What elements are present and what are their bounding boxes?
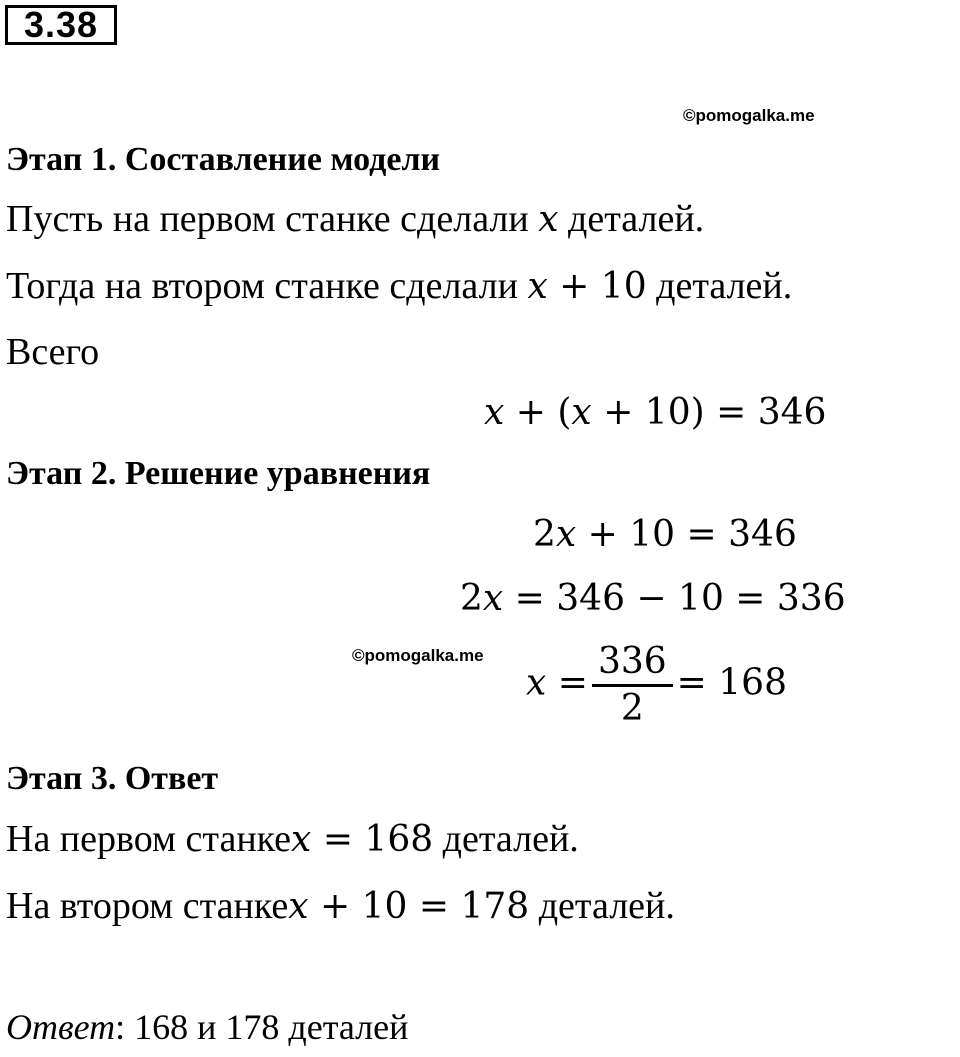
stage3-line1 (6, 817, 579, 861)
stage2-heading: Этап 2. Решение уравнения (6, 455, 431, 492)
stage1-line3: Всего (6, 331, 100, 373)
eq1-rest: + 10 = 346 (587, 514, 797, 555)
stage1-line2-var: x (527, 266, 548, 307)
stage1-line1-text: Пусть на первом станке сделали (6, 198, 529, 240)
fraction-denominator: 2 (592, 684, 673, 731)
watermark-top: ©pomogalka.me (683, 106, 815, 125)
eq2-var: x (482, 578, 504, 619)
answer-label: Ответ (6, 1007, 116, 1047)
stage3-heading: Этап 3. Ответ (6, 760, 219, 797)
stage1-equation (484, 392, 826, 433)
stage3-line2-text: На втором станке (6, 885, 289, 927)
fraction-numerator: 336 (597, 641, 667, 682)
stage1-heading: Этап 1. Составление модели (6, 141, 441, 178)
eq1-var: x (555, 514, 577, 555)
stage2-eq1 (533, 514, 797, 555)
stage3-line2-math: + 10 = 178 (320, 886, 530, 927)
eq2-rest: = 346 − 10 = 336 (514, 578, 846, 619)
fraction (592, 640, 673, 731)
stage2-eq3 (526, 640, 787, 731)
stage1-line1 (6, 197, 704, 241)
stage1-line2 (6, 264, 792, 308)
eq2-coef: 2 (460, 578, 483, 619)
stage2-eq2 (460, 578, 846, 619)
eq-x2: x (571, 392, 592, 433)
stage3-line1-var: x (291, 819, 312, 860)
eq-op: + ( (515, 392, 572, 433)
eq-x1: x (484, 392, 505, 433)
eq3-eq: = (557, 662, 588, 704)
stage1-line2-suffix: деталей. (656, 265, 793, 307)
watermark-middle: ©pomogalka.me (352, 646, 484, 665)
eq1-coef: 2 (533, 514, 556, 555)
stage3-line2-var: x (288, 886, 309, 927)
stage1-line2-math: + 10 (559, 266, 647, 307)
eq-rest: + 10) = 346 (603, 392, 827, 433)
stage3-line1-math: = 168 (322, 819, 434, 860)
problem-number: 3.38 (5, 5, 117, 45)
stage1-line2-text: Тогда на втором станке сделали (6, 265, 518, 307)
stage3-line2-suffix: деталей. (538, 885, 675, 927)
stage3-line1-text: На первом станке (6, 818, 292, 860)
stage3-line1-suffix: деталей. (442, 818, 579, 860)
stage1-line1-suffix: деталей. (568, 198, 705, 240)
stage3-line2 (6, 884, 675, 928)
stage1-line1-var: x (538, 199, 559, 240)
answer-text: : 168 и 178 деталей (115, 1007, 409, 1047)
eq3-var: x (526, 662, 547, 704)
final-answer (6, 1006, 408, 1048)
eq3-result: = 168 (676, 662, 787, 704)
